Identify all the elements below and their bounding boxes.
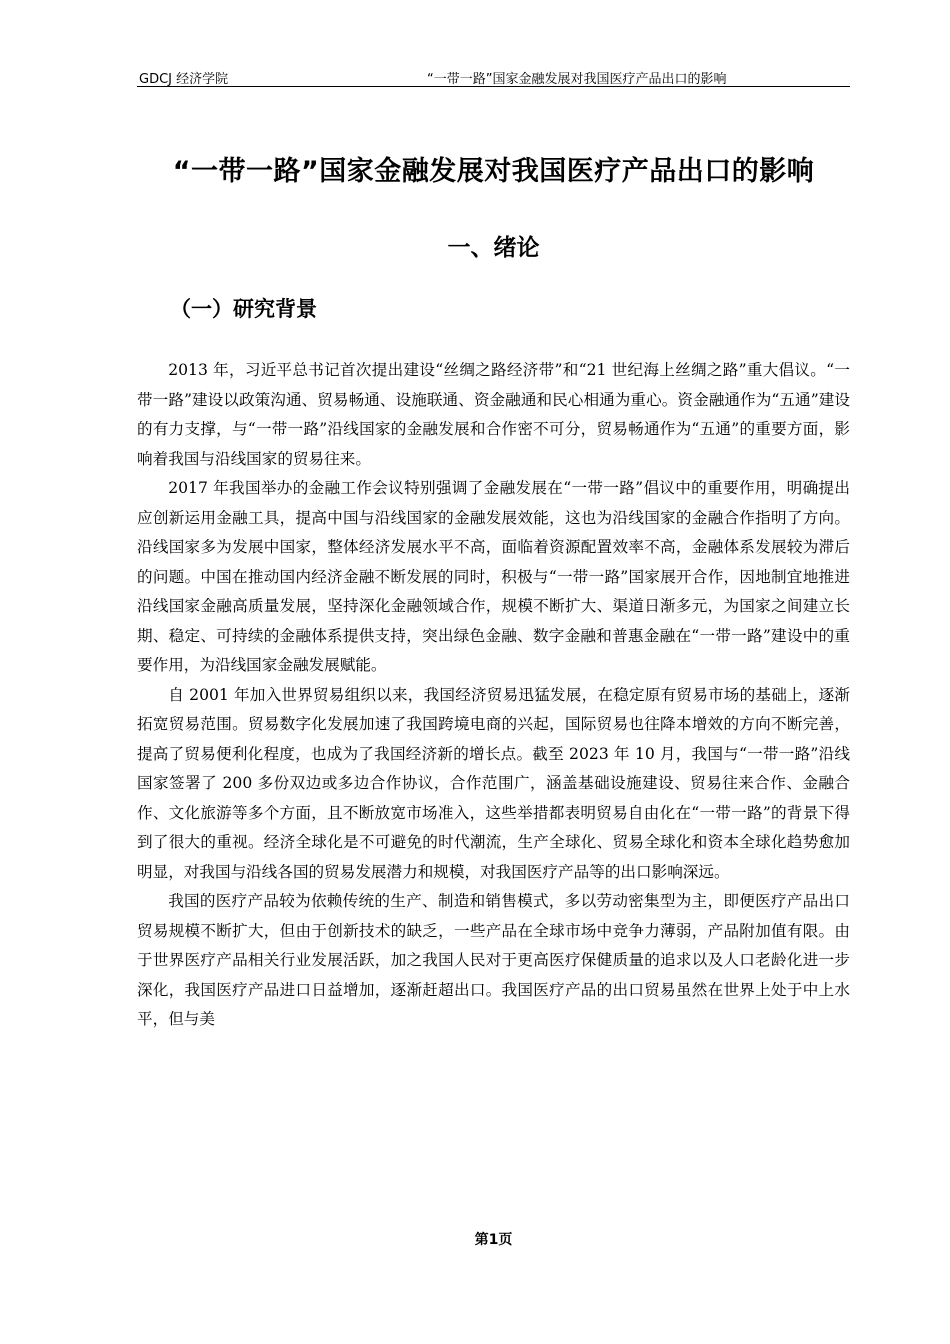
section-heading: 一、绪论 [447,235,540,261]
paragraph: 2013 年，习近平总书记首次提出建设“丝绸之路经济带”和“21 世纪海上丝绸之路”重大倡议。“一带一路”建设以政策沟通、贸易畅通、设施联通、资金融通和民心相通为重心。资金融通作为“五通”建设的有力支撑，与“一带一路”沿线国家的金融发展和合作密不可分，贸易畅通作为“五通”的重要方面，影响着我国与沿线国家的贸易往来。 [137,361,850,468]
paragraph: 我国的医疗产品较为依赖传统的生产、制造和销售模式，多以劳动密集型为主，即便医疗产品出口贸易规模不断扩大，但由于创新技术的缺乏，一些产品在全球市场中竞争力薄弱，产品附加值有限。由于世界医疗产品相关行业发展活跃，加之我国人民对于更高医疗保健质量的追求以及人口老龄化进一步深化，我国医疗产品进口日益增加，逐渐赶超出口。我国医疗产品的出口贸易虽然在世界上处于中上水平，但与美 [137,892,850,1028]
running-header [137,66,850,87]
page-number: 第1页 [474,1232,513,1248]
body-text [137,356,850,1035]
header-running-title: “一带一路”国家金融发展对我国医疗产品出口的影响 [427,72,727,87]
header-institution: GDCJ 经济学院 [139,72,229,87]
document-title: “一带一路”国家金融发展对我国医疗产品出口的影响 [172,156,815,187]
paragraph: 自 2001 年加入世界贸易组织以来，我国经济贸易迅猛发展，在稳定原有贸易市场的基础上，逐渐拓宽贸易范围。贸易数字化发展加速了我国跨境电商的兴起，国际贸易也往降本增效的方向不断完善，提高了贸易便利化程度，也成为了我国经济新的增长点。截至 2023 年 10 月，我国与“一带一路”沿线国家签署了 200 多份双边或多边合作协议，合作范围广，涵盖基础设施建设、贸易往来合作、金融合作、文化旅游等多个方面，且不断放宽市场准入，这些举措都表明贸易自由化在“一带一路”的背景下得到了很大的重视。经济全球化是不可避免的时代潮流，生产全球化、贸易全球化和资本全球化趋势愈加明显，对我国与沿线各国的贸易发展潜力和规模，对我国医疗产品等的出口影响深远。 [137,685,850,881]
subsection-heading: （一）研究背景 [170,297,317,321]
paragraph: 2017 年我国举办的金融工作会议特别强调了金融发展在“一带一路”倡议中的重要作用，明确提出应创新运用金融工具，提高中国与沿线国家的金融发展效能，这也为沿线国家的金融合作指明了方向。沿线国家多为发展中国家，整体经济发展水平不高，面临着资源配置效率不高，金融体系发展较为滞后的问题。中国在推动国内经济金融不断发展的同时，积极与“一带一路”国家展开合作，因地制宜地推进沿线国家金融高质量发展，坚持深化金融领域合作，规模不断扩大、渠道日渐多元，为国家之间建立长期、稳定、可持续的金融体系提供支持，突出绿色金融、数字金融和普惠金融在“一带一路”建设中的重要作用，为沿线国家金融发展赋能。 [137,479,850,674]
